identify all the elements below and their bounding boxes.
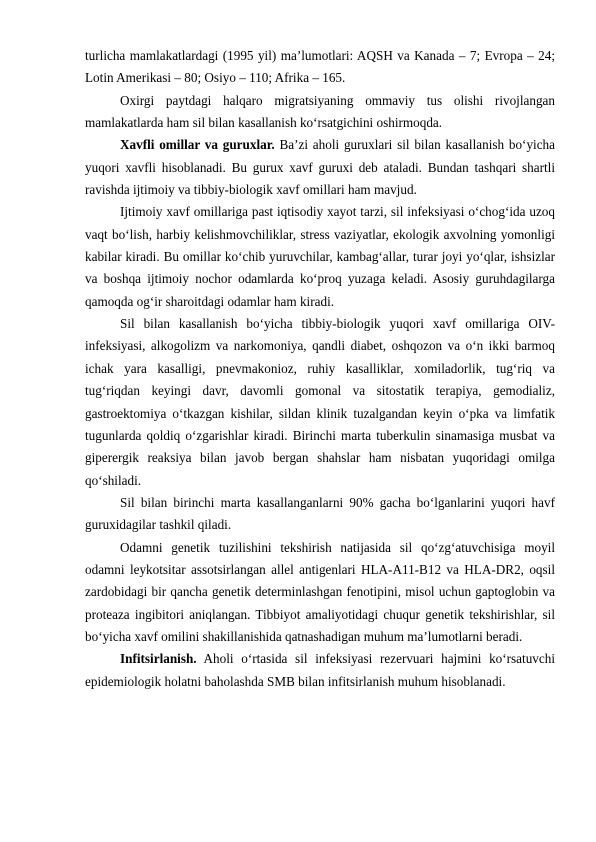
paragraph-text: Aholi o‘rtasida sil infeksiyasi rezervuari hajmini ko‘rsatuvchi epidemiologik holatni baholashda SMB bilan infitsirlanish muhum hisoblanadi. <box>85 651 555 689</box>
paragraph-text: Odamni genetik tuzilishini tekshirish natijasida sil qo‘zg‘atuvchisiga moyil odamni leykotsitar assotsirlangan allel antigenlari HLA-A11-B12 va HLA-DR2, oqsil zardobidagi bir qancha genetik determinlashgan fenotipini, misol uchun gaptoglobin va proteaza ingibitori aniqlangan. Tibbiyot amaliyotidagi chuqur genetik tekshirishlar, sil bo‘yicha xavf omilini shakillanishida qatnashadigan muhum ma’lumotlarni beradi. <box>85 539 555 644</box>
paragraph-migration-stats <box>85 45 555 90</box>
section-heading-infection: Infitsirlanish. <box>120 651 197 667</box>
paragraph-biomedical-risk-factors <box>85 313 555 492</box>
paragraph-international-migration <box>85 90 555 135</box>
paragraph-infection <box>85 648 555 693</box>
paragraph-high-risk-share <box>85 492 555 537</box>
paragraph-text: Ba’zi aholi guruxlari sil bilan kasallanish bo‘yicha yuqori xavfli hisoblanadi. Bu gurux xavf guruxi deb ataladi. Bundan tashqari shartli ravishda ijtimoiy va tibbiy-biologik xavf omillari ham mavjud. <box>85 137 556 198</box>
paragraph-genetic-factors <box>85 537 555 649</box>
paragraph-text: Ijtimoiy xavf omillariga past iqtisodiy xayot tarzi, sil infeksiyasi o‘chog‘ida uzoq vaqt bo‘lish, harbiy kelishmovchiliklar, stress vaziyatlar, ekologik axvolning yomonligi kabilar kiradi. Bu omillar ko‘chib yuruvchilar, kambag‘allar, turar joyi yo‘qlar, ishsizlar va boshqa ijtimoiy nochor odamlarda ko‘proq yuzaga keladi. Asosiy guruhdagilarga qamoqda og‘ir sharoitdagi odamlar ham kiradi. <box>85 204 555 309</box>
paragraph-risk-factors-groups <box>85 134 555 201</box>
paragraph-text: Sil bilan birinchi marta kasallanganlarni 90% gacha bo‘lganlarini yuqori havf guruxidagilar tashkil qiladi. <box>85 494 555 533</box>
document-page <box>85 45 555 693</box>
paragraph-text: Oxirgi paytdagi halqaro migratsiyaning ommaviy tus olishi rivojlangan mamlakatlarda ham sil bilan kasallanish ko‘rsatgichini oshirmoqda. <box>85 92 555 131</box>
paragraph-text: Sil bilan kasallanish bo‘yicha tibbiy-biologik yuqori xavf omillariga OIV-infeksiyasi, alkogolizm va narkomoniya, qandli diabet, oshqozon va o‘n ikki barmoq ichak yara kasalligi, pnevmakonioz, ruhiy kasalliklar, xomiladorlik, tug‘riq va tug‘riqdan keyingi davr, davomli gomonal va sitostatik terapiya, gemodializ, gastroektomiya o‘tkazgan kishilar, sildan klinik tuzalgandan keyin o‘pka va limfatik tugunlarda qoldiq o‘zgarishlar kiradi. Birinchi marta tuberkulin sinamasiga musbat va giperergik reaksiya bilan javob bergan shahslar ham nisbatan yuqoridagi omilga qo‘shiladi. <box>85 316 555 488</box>
section-heading-risk-factors: Xavfli omillar va guruxlar. <box>120 137 275 153</box>
paragraph-text: turlicha mamlakatlardagi (1995 yil) ma’lumotlari: AQSH va Kanada – 7; Evropa – 24; Lotin Amerikasi – 80; Osiyo – 110; Afrika – 165. <box>85 48 555 86</box>
paragraph-social-risk-factors <box>85 201 555 313</box>
